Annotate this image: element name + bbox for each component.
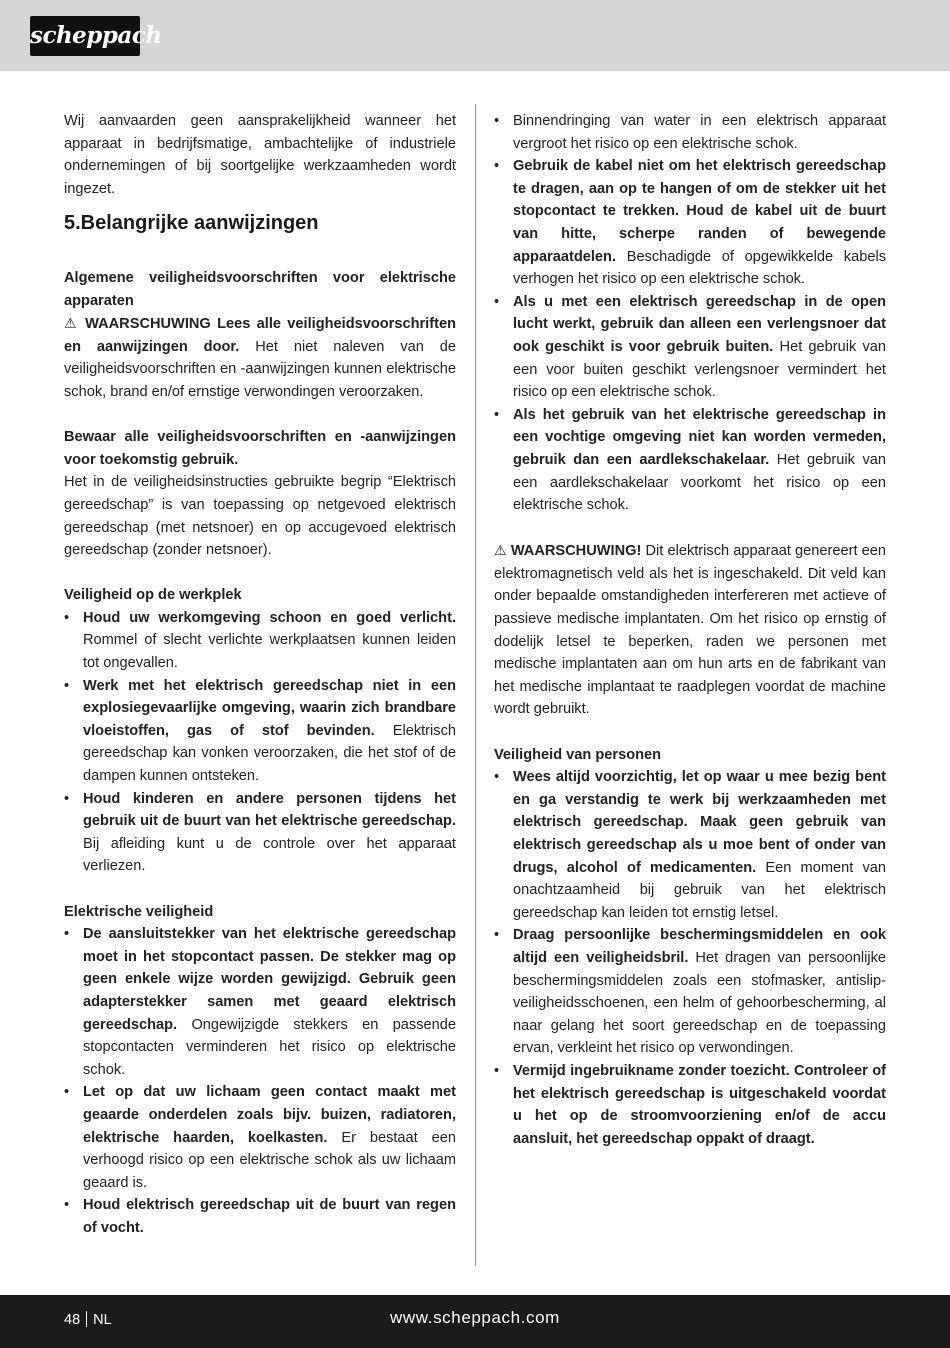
bullet-icon: •	[494, 1062, 500, 1079]
persons-heading: Veiligheid van personen	[494, 746, 662, 763]
list-item-bold: Houd kinderen en andere personen tijdens het gebruik uit de buurt van het elektrische gereedschap.	[83, 790, 456, 830]
bullet-icon: •	[64, 677, 70, 694]
list-item	[64, 1194, 456, 1239]
bullet-icon: •	[64, 1197, 70, 1214]
electrical-list	[64, 923, 456, 1239]
list-item-bold: Gebruik de kabel niet om het elektrisch gereedschap te dragen, aan op te hangen of om de stekker uit het stopcontact te trekken. Houd de kabel uit de buurt van hitte, scherpe randen of bewegende apparaatdelen.	[513, 158, 886, 265]
left-column	[64, 110, 456, 1240]
list-item-bold: Houd uw werkomgeving schoon en goed verlicht.	[83, 609, 456, 626]
electrical-heading: Elektrische veiligheid	[64, 903, 214, 920]
bullet-icon: •	[494, 158, 500, 175]
column-divider	[475, 104, 476, 1266]
section-title: 5.Belangrijke aanwijzingen	[64, 212, 319, 235]
spacer	[64, 244, 456, 267]
list-item-text: Binnendringing van water in een elektrisch apparaat vergroot het risico op een elektrische schok.	[513, 113, 886, 152]
list-item-bold: Werk met het elektrisch gereedschap niet in een explosiegevaarlijke omgeving, waarin zich brandbare vloeistoffen, gas of stof bevinden.	[83, 677, 456, 739]
spacer	[64, 404, 456, 427]
bullet-icon: •	[64, 1084, 70, 1101]
warning-triangle-icon: ⚠	[64, 315, 79, 332]
list-item	[494, 404, 886, 517]
spacer	[494, 517, 886, 540]
page-footer	[0, 1295, 950, 1348]
bullet-icon: •	[494, 769, 500, 786]
list-item-text: Beschadigde of opgewikkelde kabels verhogen het risico op een elektrische schok.	[513, 248, 886, 288]
website-url: www.scheppach.com	[390, 1308, 560, 1327]
bullet-icon: •	[64, 790, 70, 807]
liability-paragraph: Wij aanvaarden geen aansprakelijkheid wanneer het apparaat in bedrijfsmatige, ambachtelijke of industriele ondernemingen of bij soortgelijke werkzaamheden wordt ingezet.	[64, 113, 456, 197]
list-item-text: Een moment van onachtzaamheid bij gebruik van het elektrisch gereedschap kan leiden tot ernstig letsel.	[513, 859, 886, 921]
language-code: NL	[93, 1312, 112, 1328]
list-item-text: Bij afleiding kunt u de controle over het apparaat verliezen.	[83, 835, 456, 875]
list-item-bold: Wees altijd voorzichtig, let op waar u mee bezig bent en ga verstandig te werk bij werkzaamheden met elektrisch gereedschap. Maak geen gebruik van elektrisch gereedschap als u moe bent of onder van drugs, alcohol of medicamenten.	[513, 769, 886, 876]
list-item	[64, 923, 456, 1081]
workplace-list	[64, 607, 456, 878]
list-item	[494, 1060, 886, 1150]
warning-bold: WAARSCHUWING!	[510, 543, 642, 560]
keep-instructions-heading: Bewaar alle veiligheidsvoorschriften en -aanwijzingen voor toekomstig gebruik.	[64, 429, 456, 468]
list-item-bold: Houd elektrisch gereedschap uit de buurt van regen of vocht.	[83, 1197, 456, 1236]
spacer	[64, 562, 456, 585]
list-item-text: Het dragen van persoonlijke beschermingsmiddelen zoals een stofmasker, antislip-veiligheidsschoenen, een helm of gehoorbescherming, al naar gelang het soort gereedschap en de toepassing ervan, verkleint het risico op verwondingen.	[513, 949, 886, 1057]
list-item-bold: Als u met een elektrisch gereedschap in de open lucht werkt, gebruik dan alleen een verlengsnoer dat ook geschikt is voor gebruik buiten.	[513, 293, 886, 355]
list-item-text: Elektrisch gereedschap kan vonken veroorzaken, die het stof of de dampen kunnen ontsteken.	[83, 722, 456, 785]
list-item-bold: Vermijd ingebruikname zonder toezicht. Controleer of het elektrisch gereedschap is uitgeschakeld voordat u het op de stroomvoorziening en/of de accu aansluit, het gereedschap oppakt of draagt.	[513, 1062, 886, 1147]
right-column	[494, 110, 886, 1150]
list-item	[494, 924, 886, 1060]
list-item-bold: Let op dat uw lichaam geen contact maakt met geaarde onderdelen zoals bijv. buizen, radiatoren, elektrische haarden, koelkasten.	[83, 1084, 456, 1146]
warning-paragraph	[64, 312, 456, 403]
bullet-icon: •	[64, 609, 70, 626]
list-item-text: Er bestaat een verhoogd risico op een elektrische schok als uw lichaam geaard is.	[83, 1129, 456, 1191]
keep-instructions-text: Het in de veiligheidsinstructies gebruikte begrip “Elektrisch gereedschap” is van toepassing op netgevoed elektrisch gereedschap (met netsnoer) en op accugevoed elektrisch gereedschap (zonder netsnoer).	[64, 474, 456, 559]
bullet-icon: •	[494, 113, 500, 129]
warning-triangle-icon: ⚠	[494, 542, 507, 559]
warning-text: Het niet naleven van de veiligheidsvoorschriften en -aanwijzingen kunnen elektrische schok, brand en/of ernstige verwondingen veroorzaken.	[64, 338, 456, 400]
spacer	[494, 721, 886, 744]
page-number: 48	[64, 1312, 81, 1328]
workplace-heading: Veiligheid op de werkplek	[64, 587, 242, 604]
list-item-bold: De aansluitstekker van het elektrische gereedschap moet in het stopcontact passen. De stekker mag op geen enkele wijze worden gewijzigd. Gebruik geen adapterstekker samen met geaard elektrisch gereedschap.	[83, 926, 456, 1033]
list-item-text: Ongewijzigde stekkers en passende stopcontacten verminderen het risico op elektrische schok.	[83, 1016, 456, 1078]
scheppach-logo: scheppach	[30, 16, 140, 56]
list-item-text: Het gebruik van een aardlekschakelaar voorkomt het risico op een elektrische schok.	[513, 451, 886, 514]
bullet-icon: •	[494, 293, 500, 310]
warning-bold: WAARSCHUWING Lees alle veiligheidsvoorschriften en aanwijzingen door.	[64, 316, 456, 355]
emf-warning-paragraph	[494, 539, 886, 721]
list-item	[494, 766, 886, 924]
persons-list	[494, 766, 886, 1150]
list-item	[64, 675, 456, 788]
bullet-icon: •	[494, 927, 500, 944]
bullet-icon: •	[494, 406, 500, 423]
list-item-text: Het gebruik van een voor buiten geschikt verlengsnoer vermindert het risico op een elektrische schok.	[513, 338, 886, 401]
general-safety-heading: Algemene veiligheidsvoorschriften voor elektrische apparaten	[64, 269, 456, 309]
list-item	[64, 1081, 456, 1194]
list-item-text: Rommel of slecht verlichte werkplaatsen kunnen leiden tot ongevallen.	[83, 632, 456, 672]
page-header	[0, 0, 950, 71]
list-item	[494, 155, 886, 291]
spacer	[64, 878, 456, 901]
list-item	[64, 788, 456, 878]
list-item-bold: Als het gebruik van het elektrische gereedschap in een vochtige omgeving niet kan worden vermeden, gebruik dan een aardlekschakelaar.	[513, 406, 886, 468]
warning-text: Dit elektrisch apparaat genereert een elektromagnetisch veld als het is ingeschakeld. Dit veld kan onder bepaalde omstandigheden interfereren met actieve of passieve medische implantaten. Om het risico op ernstig of dodelijk letsel te beperken, raden we personen met medische implantaten aan om hun arts en de fabrikant van het medische implantaat te raadplegen voordat de machine wordt gebruikt.	[494, 543, 886, 718]
list-item	[494, 291, 886, 404]
list-item-bold: Draag persoonlijke beschermingsmiddelen en ook altijd een veiligheidsbril.	[513, 927, 886, 966]
electrical-list-continued	[494, 110, 886, 517]
bullet-icon: •	[64, 926, 70, 943]
list-item	[494, 110, 886, 155]
list-item	[64, 607, 456, 675]
